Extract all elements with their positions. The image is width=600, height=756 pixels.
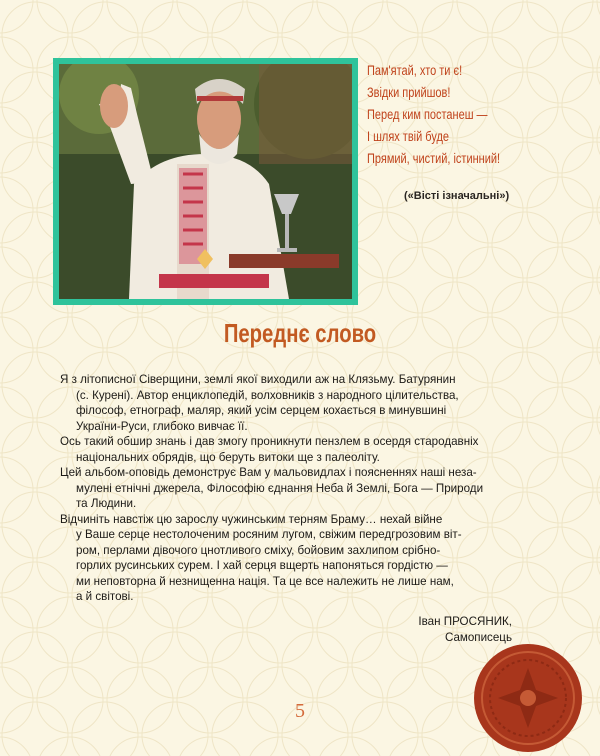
wax-seal-icon <box>468 638 586 756</box>
text-line: ром, перлами дівочого цнотливого сміху, бойовим захлипом срібно- <box>76 543 441 557</box>
text-line: горлих русинських сурем. І хай серця вщерть напоняться гордістю — <box>76 559 448 572</box>
author-name: Іван ПРОСЯНИК, <box>418 615 512 628</box>
page-number: 5 <box>295 700 305 722</box>
elder-photo <box>59 64 352 299</box>
text-line: Цей альбом-оповідь демонструє Вам у мальовидлах і поясненнях наші неза- <box>60 466 477 479</box>
text-line: Відчиніть навстіж цю зарослу чужинським терням Браму… нехай війне <box>60 512 443 526</box>
poem-line: Звідки прийшов! <box>367 85 451 100</box>
poem-line: Прямий, чистий, істинний! <box>367 151 501 166</box>
poem-line: І шлях твій буде <box>367 129 449 144</box>
body-text <box>60 372 512 605</box>
text-line: мулені етнічні джерела, Філософію єднання Неба й Землі, Бога — Природи <box>76 481 484 495</box>
paragraph-1 <box>60 372 512 434</box>
poem-epigraph <box>367 60 552 170</box>
poem-source: («Вісті ізначальні») <box>404 190 510 202</box>
paragraph-4 <box>60 512 512 605</box>
text-line: у Ваше серце нестолоченим росяним лугом, свіжим передгрозовим віт- <box>76 528 462 541</box>
photo-frame <box>53 58 358 305</box>
text-line: ми неповторна й незнищенна нація. Та це все належить не лише нам, <box>76 574 454 588</box>
page-title: Переднє слово <box>223 318 377 348</box>
text-line: Я з літописної Сіверщини, землі якої виходили аж на Клязьму. Батурянин <box>60 373 456 386</box>
text-line: національних обрядів, що беруть витоки ще з палеоліту. <box>76 450 380 464</box>
poem-line: Пам'ятай, хто ти є! <box>367 63 463 78</box>
text-line: а й світові. <box>76 590 134 603</box>
paragraph-2 <box>60 434 512 465</box>
text-line: України-Руси, глибоко вивчає її. <box>76 419 248 433</box>
text-line: філософ, етнограф, маляр, який усім серцем кохається в минувшині <box>76 404 447 417</box>
author-title: Самописець <box>444 631 512 644</box>
poem-line: Перед ким постанеш — <box>367 107 488 122</box>
text-line: Ось такий обшир знань і дав змогу проникнути пензлем в осердя стародавніх <box>60 435 479 448</box>
text-line: (с. Курені). Автор енциклопедій, волховників з народного цілительства, <box>76 388 459 402</box>
paragraph-3 <box>60 465 512 512</box>
text-line: та Людини. <box>76 497 137 510</box>
